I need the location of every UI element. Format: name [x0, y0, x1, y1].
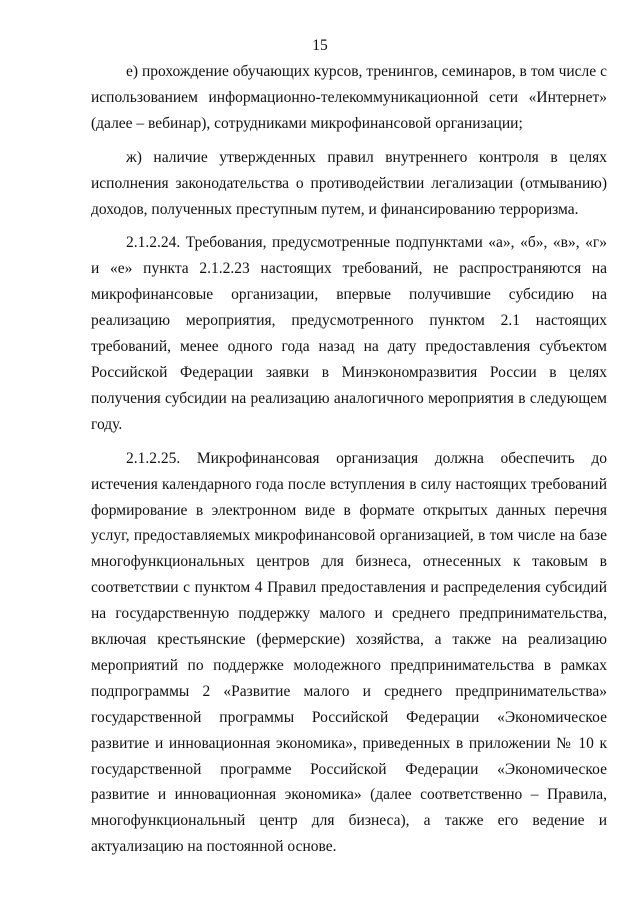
paragraph-item-e: е) прохождение обучающих курсов, тренингов, семинаров, в том числе с использованием информационно-телекоммуникационной сети «Интернет» (далее – вебинар), сотрудниками микрофинансовой организации; [91, 63, 607, 132]
page-number: 15 [312, 37, 328, 54]
document-body [91, 59, 607, 860]
paragraph-2-1-2-25: 2.1.2.25. Микрофинансовая организация должна обеспечить до истечения календарного года после вступления в силу настоящих требований формирование в электронном виде в формате открытых данных перечня услуг, предоставляемых микрофинансовой организацией, в том числе на базе многофункциональных центров для бизнеса, отнесенных к таковым в соответствии с пунктом 4 Правил предоставления и распределения субсидий на государственную поддержку малого и среднего предпринимательства, включая крестьянские (фермерские) хозяйства, а также на реализацию мероприятий по поддержке молодежного предпринимательства в рамках подпрограммы 2 «Развитие малого и среднего предпринимательства» государственной программы Российской Федерации «Экономическое развитие и инновационная экономика», приведенных в приложении № 10 к государственной программе Российской Федерации «Экономическое развитие и инновационная экономика» (далее соответственно – Правила, многофункциональный центр для бизнеса), а также его ведение и актуализацию на постоянной основе. [91, 449, 607, 856]
paragraph-item-zh: ж) наличие утвержденных правил внутреннего контроля в целях исполнения законодательства о противодействии легализации (отмыванию) доходов, полученных преступным путем, и финансированию терроризма. [91, 148, 607, 218]
paragraph-2-1-2-24: 2.1.2.24. Требования, предусмотренные подпунктами «а», «б», «в», «г» и «е» пункта 2.1.2.23 настоящих требований, не распространяются на микрофинансовые организации, впервые получившие субсидию на реализацию мероприятия, предусмотренного пунктом 2.1 настоящих требований, менее одного года назад на дату предоставления субъектом Российской Федерации заявки в Минэкономразвития России в целях получения субсидии на реализацию аналогичного мероприятия в следующем году. [91, 234, 607, 433]
